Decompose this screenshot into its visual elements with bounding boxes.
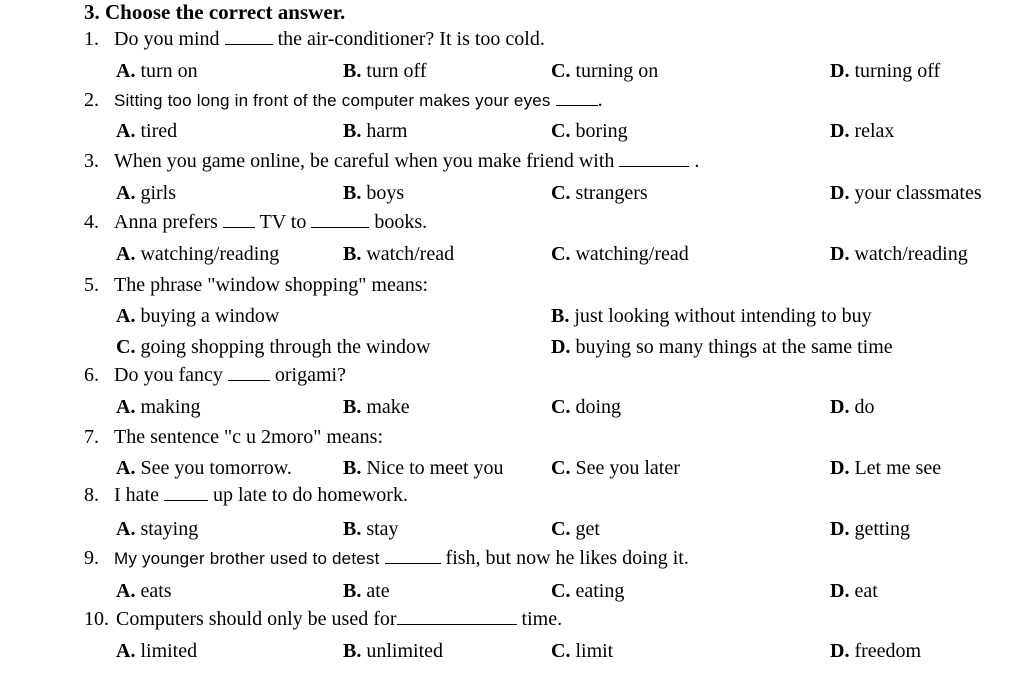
option-letter: D. [830,182,850,204]
option-letter: C. [551,182,571,204]
option-4b[interactable] [343,243,454,266]
option-letter: B. [551,305,570,327]
question-number: 5. [84,274,99,296]
question-3 [84,150,699,173]
option-8d[interactable] [830,518,910,541]
option-1b[interactable] [343,60,427,83]
option-6c[interactable] [551,396,621,419]
question-7 [84,426,383,449]
question-text: Computers should only be used for [116,608,397,630]
option-text: turn off [366,60,427,82]
option-text: watching/reading [140,243,280,265]
option-6b[interactable] [343,396,410,419]
question-number: 1. [84,28,99,50]
option-3b[interactable] [343,182,404,205]
option-text: boys [366,182,405,204]
option-9b[interactable] [343,580,390,603]
question-text: up late to do homework. [212,484,408,506]
option-7b[interactable] [343,457,504,480]
option-10d[interactable] [830,640,921,663]
option-9d[interactable] [830,580,878,603]
option-letter: A. [116,457,136,479]
option-letter: A. [116,518,136,540]
question-number: 9. [84,547,99,569]
option-letter: A. [116,396,136,418]
question-4 [84,211,427,234]
option-text: limit [575,640,614,662]
option-letter: C. [551,396,571,418]
option-8c[interactable] [551,518,600,541]
option-letter: C. [551,243,571,265]
option-letter: D. [830,60,850,82]
question-text: origami? [274,364,346,386]
option-letter: C. [551,60,571,82]
option-4c[interactable] [551,243,689,266]
option-5c[interactable] [116,336,430,359]
option-letter: D. [830,518,850,540]
option-letter: D. [830,243,850,265]
option-text: watching/read [575,243,689,265]
option-letter: C. [551,518,571,540]
option-5d[interactable] [551,336,893,359]
option-1a[interactable] [116,60,198,83]
option-10c[interactable] [551,640,613,663]
question-text: The sentence "c u 2moro" means: [114,426,384,448]
option-text: doing [575,396,622,418]
option-text: unlimited [366,640,444,662]
option-letter: B. [343,580,362,602]
option-letter: B. [343,60,362,82]
option-2b[interactable] [343,120,407,143]
question-number: 7. [84,426,99,448]
question-number: 4. [84,211,99,233]
option-letter: A. [116,580,136,602]
option-text: do [854,396,875,418]
option-text: eats [140,580,172,602]
question-text: . [694,150,700,172]
option-letter: D. [830,396,850,418]
option-letter: D. [551,336,571,358]
option-7c[interactable] [551,457,680,480]
question-text: fish, but now he likes doing it. [445,547,689,569]
question-6 [84,364,346,387]
option-text: stay [366,518,399,540]
option-letter: B. [343,640,362,662]
answer-blank [225,28,273,45]
answer-blank [311,211,369,228]
question-text: the air-conditioner? It is too cold. [277,28,545,50]
exercise-heading: 3. Choose the correct answer. [84,0,346,24]
option-1d[interactable] [830,60,940,83]
option-text: limited [140,640,198,662]
option-text: going shopping through the window [140,336,431,358]
question-text: When you game online, be careful when you make friend with [114,150,615,172]
option-text: eating [575,580,625,602]
option-letter: A. [116,182,136,204]
option-10a[interactable] [116,640,197,663]
option-letter: B. [343,396,362,418]
option-9a[interactable] [116,580,172,603]
question-8 [84,484,408,507]
answer-blank [228,364,270,381]
option-text: tired [140,120,178,142]
option-letter: B. [343,182,362,204]
question-number: 6. [84,364,99,386]
option-10b[interactable] [343,640,443,663]
option-5b[interactable] [551,305,872,328]
question-number: 10. [84,608,109,630]
question-text: books. [374,211,428,233]
option-letter: B. [343,518,362,540]
option-letter: D. [830,457,850,479]
question-10 [84,608,562,631]
option-text: eat [854,580,878,602]
option-letter: B. [343,243,362,265]
option-8b[interactable] [343,518,399,541]
option-text: making [140,396,201,418]
option-text: See you tomorrow. [140,457,292,479]
option-letter: B. [343,457,362,479]
option-letter: C. [551,457,571,479]
question-text: The phrase "window shopping" means: [114,274,429,296]
option-letter: A. [116,120,136,142]
option-1c[interactable] [551,60,658,83]
option-text: your classmates [854,182,982,204]
option-text: ate [366,580,390,602]
option-7a[interactable] [116,457,292,480]
question-text: Do you mind [114,28,220,50]
option-letter: C. [551,120,571,142]
option-text: girls [140,182,177,204]
option-3d[interactable] [830,182,982,205]
answer-blank [556,89,598,106]
option-letter: A. [116,640,136,662]
option-4d[interactable] [830,243,968,266]
answer-blank [385,547,441,564]
option-3a[interactable] [116,182,176,205]
option-text: get [575,518,600,540]
option-text: Nice to meet you [366,457,504,479]
option-letter: C. [551,580,571,602]
option-text: getting [854,518,910,540]
option-2a[interactable] [116,120,177,143]
option-4a[interactable] [116,243,279,266]
question-text: Anna prefers [114,211,218,233]
question-9 [84,547,689,570]
option-text: relax [854,120,895,142]
option-5a[interactable] [116,305,279,328]
question-1 [84,28,545,51]
answer-blank [223,211,255,228]
option-letter: D. [830,640,850,662]
option-3c[interactable] [551,182,648,205]
option-text: freedom [854,640,922,662]
question-text: Do you fancy [114,364,223,386]
option-text: turning off [854,60,941,82]
option-text: buying a window [140,305,280,327]
option-text: turn on [140,60,198,82]
option-8a[interactable] [116,518,198,541]
option-2d[interactable] [830,120,894,143]
question-text: time. [521,608,563,630]
option-6d[interactable] [830,396,874,419]
option-letter: B. [343,120,362,142]
option-text: harm [366,120,408,142]
option-text: staying [140,518,199,540]
answer-blank [619,150,689,167]
option-text: Let me see [854,457,942,479]
option-text: make [366,396,410,418]
question-2 [84,89,603,112]
question-text: Sitting too long in front of the computer makes your eyes [114,91,551,110]
option-text: strangers [575,182,648,204]
option-text: just looking without intending to buy [574,305,872,327]
option-text: See you later [575,457,680,479]
option-text: buying so many things at the same time [575,336,893,358]
question-5 [84,274,428,297]
option-text: watch/read [366,243,455,265]
question-number: 8. [84,484,99,506]
question-number: 2. [84,89,99,111]
question-text: TV to [259,211,307,233]
question-text: I hate [114,484,159,506]
answer-blank [397,608,517,625]
option-letter: A. [116,305,136,327]
question-text: My younger brother used to detest [114,549,380,568]
option-text: watch/reading [854,243,968,265]
option-9c[interactable] [551,580,624,603]
option-letter: C. [116,336,136,358]
option-text: turning on [575,60,659,82]
option-letter: D. [830,120,850,142]
question-number: 3. [84,150,99,172]
option-letter: A. [116,60,136,82]
option-2c[interactable] [551,120,628,143]
option-letter: A. [116,243,136,265]
option-letter: C. [551,640,571,662]
option-letter: D. [830,580,850,602]
option-7d[interactable] [830,457,941,480]
option-6a[interactable] [116,396,200,419]
option-text: boring [575,120,628,142]
question-text: . [597,89,603,111]
answer-blank [164,484,208,501]
